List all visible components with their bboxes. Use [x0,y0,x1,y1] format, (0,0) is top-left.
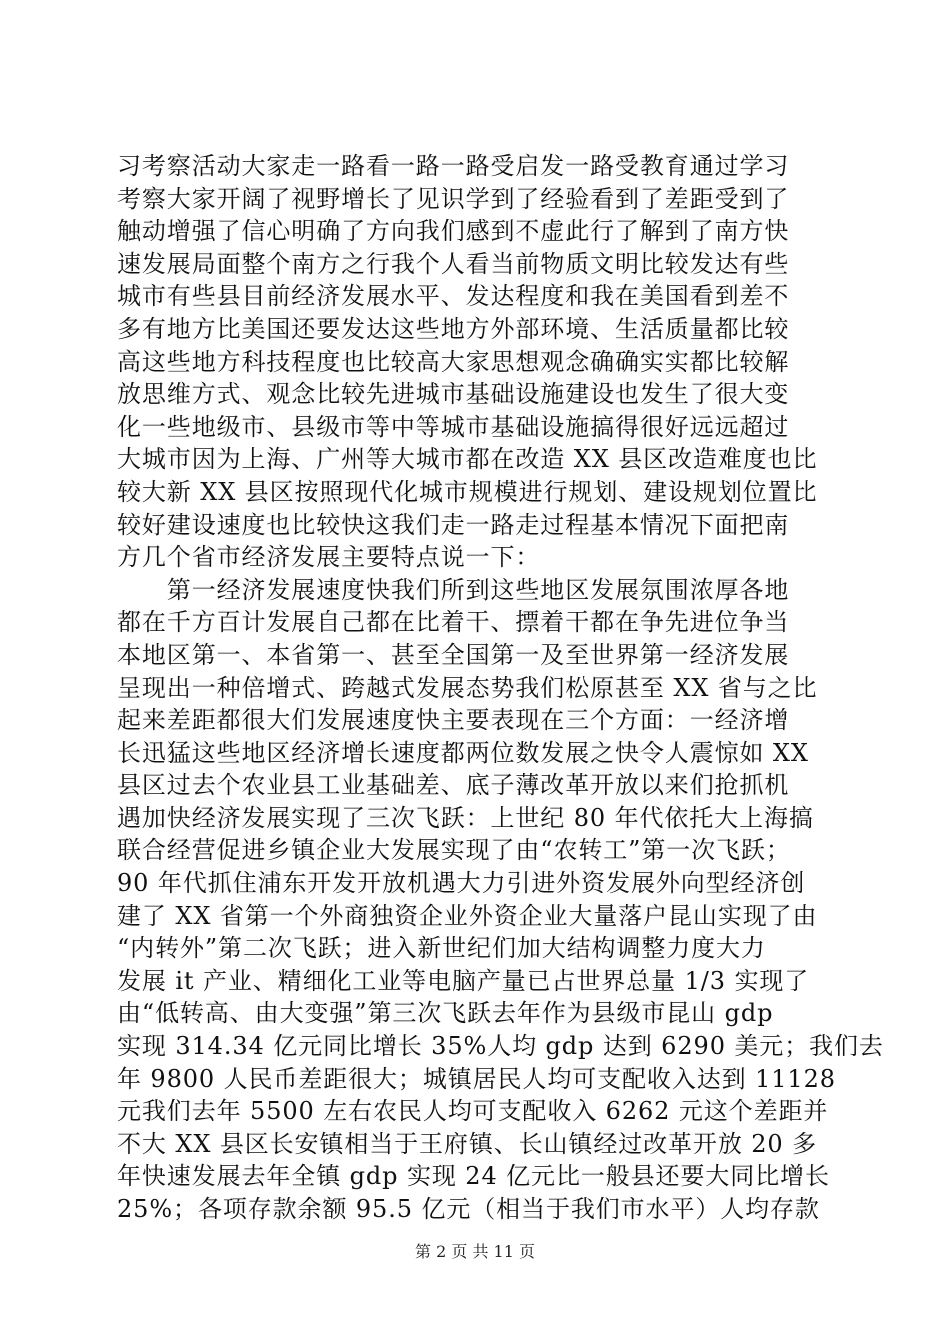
text-line: 大城市因为上海、广州等大城市都在改造 XX 县区改造难度也比 [117,445,818,474]
text-line: 都在千方百计发展自己都在比着干、摽着干都在争先进位争当 [117,608,790,637]
text-line: 高这些地方科技程度也比较高大家思想观念确确实实都比较解 [117,347,790,376]
text-line: 放思维方式、观念比较先进城市基础设施建设也发生了很大变 [117,380,790,409]
text-line: 25%；各项存款余额 95.5 亿元（相当于我们市水平）人均存款 [117,1195,820,1223]
text-line: 发展 it 产业、精细化工业等电脑产量已占世界总量 1/3 实现了 [117,966,810,995]
text-line: 多有地方比美国还要发达这些地方外部环境、生活质量都比较 [117,314,790,343]
page-number: 第 2 页 共 11 页 [415,1242,535,1261]
text-line: 不大 XX 县区长安镇相当于王府镇、长山镇经过改革开放 20 多 [117,1129,818,1158]
text-line: 化一些地级市、县级市等中等城市基础设施搞得很好远远超过 [117,412,790,441]
text-line: 90 年代抓住浦东开发开放机遇大力引进外资发展外向型经济创 [117,869,806,898]
text-line: 触动增强了信心明确了方向我们感到不虚此行了解到了南方快 [117,217,790,246]
text-line: 县区过去个农业县工业基础差、底子薄改革开放以来们抢抓机 [117,771,790,800]
text-line: 呈现出一种倍增式、跨越式发展态势我们松原甚至 XX 省与之比 [117,673,818,702]
text-line: 起来差距都很大们发展速度快主要表现在三个方面：一经济增 [117,706,790,735]
text-line: 考察大家开阔了视野增长了见识学到了经验看到了差距受到了 [117,184,790,213]
text-line: 遇加快经济发展实现了三次飞跃：上世纪 80 年代依托大上海搞 [117,803,814,832]
text-line: 年 9800 人民币差距很大；城镇居民人均可支配收入达到 11128 [117,1064,836,1093]
text-line: 城市有些县目前经济发展水平、发达程度和我在美国看到差不 [117,282,790,311]
document-body [117,150,884,1226]
text-line: 较好建设速度也比较快这我们走一路走过程基本情况下面把南 [117,510,790,539]
text-line: 速发展局面整个南方之行我个人看当前物质文明比较发达有些 [117,249,790,278]
text-line: 方几个省市经济发展主要特点说一下： [117,543,541,572]
text-line: 元我们去年 5500 左右农民人均可支配收入 6262 元这个差距并 [117,1097,829,1126]
text-line: 习考察活动大家走一路看一路一路受启发一路受教育通过学习 [117,152,790,180]
text-line: 长迅猛这些地区经济增长速度都两位数发展之快令人震惊如 XX [117,738,809,767]
text-line: “内转外”第二次飞跃；进入新世纪们加大结构调整力度大力 [117,934,766,963]
text-line: 第一经济发展速度快我们所到这些地区发展氛围浓厚各地 [117,575,790,604]
text-line: 建了 XX 省第一个外商独资企业外资企业大量落户昆山实现了由 [117,901,818,930]
text-line: 年快速发展去年全镇 gdp 实现 24 亿元比一般县还要大同比增长 [117,1162,830,1191]
text-line: 实现 314.34 亿元同比增长 35%人均 gdp 达到 6290 美元；我们去 [117,1032,884,1061]
text-line: 联合经营促进乡镇企业大发展实现了由“农转工”第一次飞跃； [117,836,791,865]
text-line: 本地区第一、本省第一、甚至全国第一及至世界第一经济发展 [117,640,790,669]
text-line: 较大新 XX 县区按照现代化城市规模进行规划、建设规划位置比 [117,477,818,506]
text-line: 由“低转高、由大变强”第三次飞跃去年作为县级市昆山 gdp [117,999,774,1028]
